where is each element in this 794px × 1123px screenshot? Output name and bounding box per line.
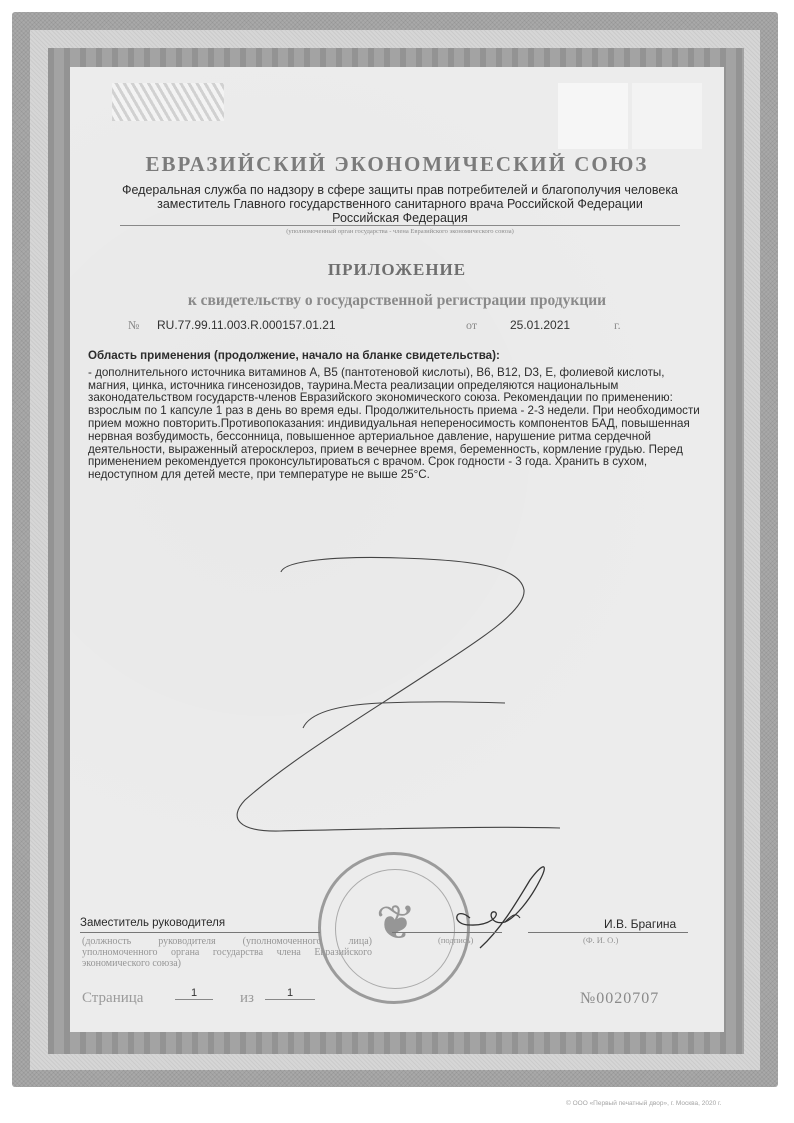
appendix-title: ПРИЛОЖЕНИЕ	[327, 260, 467, 279]
authority-line: Федеральная служба по надзору в сфере защиты прав потребителей и благополучия человека	[121, 183, 679, 197]
blank-serial-number: №0020707	[580, 990, 660, 1007]
position-caption: (должность руководителя (уполномоченного лица) уполномоченного органа государства члена Евразийского экономического союза)	[82, 936, 372, 969]
scope-heading: Область применения (продолжение, начало на бланке свидетельства):	[88, 349, 500, 362]
blank-field	[632, 83, 702, 149]
divider	[392, 932, 502, 933]
name-caption: (Ф. И. О.)	[583, 935, 619, 945]
year-suffix: г.	[614, 318, 621, 332]
appendix-subtitle: к свидетельству о государственной регистрации продукции	[187, 292, 607, 309]
scope-section	[88, 350, 708, 482]
number-label: №	[128, 318, 140, 332]
authority-country: Российская Федерация	[120, 211, 680, 226]
blank-field	[558, 83, 628, 149]
authority-line: заместитель Главного государственного санитарного врача Российской Федерации	[157, 197, 643, 211]
official-stamp	[318, 852, 470, 1004]
hologram-icon	[112, 83, 224, 121]
signer-name: И.В. Брагина	[604, 917, 677, 931]
scope-text: - дополнительного источника витаминов А, В5 (пантотеновой кислоты), В6, В12, D3, Е, фолиевой кислоты, магния, цинка, источника гинсенозидов, таурина.Места реализации определяются национальным законодательством государств-членов Евразийского экономического союза. Рекомендации по применению: взрослым по 1 капсуле 1 раз в день во время еды. Продолжительность приема - 2-3 недели. При необходимости прием можно повторить.Противопоказания: индивидуальная непереносимость компонентов БАД, повышенная нервная возбудимость, бессонница, повышенное артериальное давление, нарушение ритма сердечной деятельности, выраженный атеросклероз, прием в вечернее время, беременность, кормление грудью. Перед применением рекомендуется проконсультироваться с врачом. Срок годности - 3 года. Хранить в сухом, недоступном для детей месте, при температуре не выше 25°С.	[88, 365, 700, 482]
divider	[528, 932, 688, 933]
eagle-coat-of-arms-icon: ❦	[375, 897, 417, 950]
page-number: 1	[175, 987, 213, 1000]
union-title: ЕВРАЗИЙСКИЙ ЭКОНОМИЧЕСКИЙ СОЮЗ	[145, 152, 649, 176]
page-label: Страница	[82, 990, 144, 1006]
authority-caption: (уполномоченный орган государства - члена Евразийского экономического союза)	[286, 228, 514, 235]
signatory-position: Заместитель руководителя	[80, 917, 226, 929]
registration-number: RU.77.99.11.003.R.000157.01.21	[157, 318, 336, 332]
divider	[80, 932, 320, 933]
page-total: 1	[265, 987, 315, 1000]
signature-caption: (подпись)	[438, 935, 474, 945]
issuing-authority	[80, 183, 720, 226]
registration-date: 25.01.2021	[510, 318, 571, 332]
of-label: из	[240, 990, 254, 1006]
from-label: от	[466, 318, 478, 332]
printer-copyright: © ООО «Первый печатный двор», г. Москва, 2020 г.	[566, 1100, 722, 1107]
